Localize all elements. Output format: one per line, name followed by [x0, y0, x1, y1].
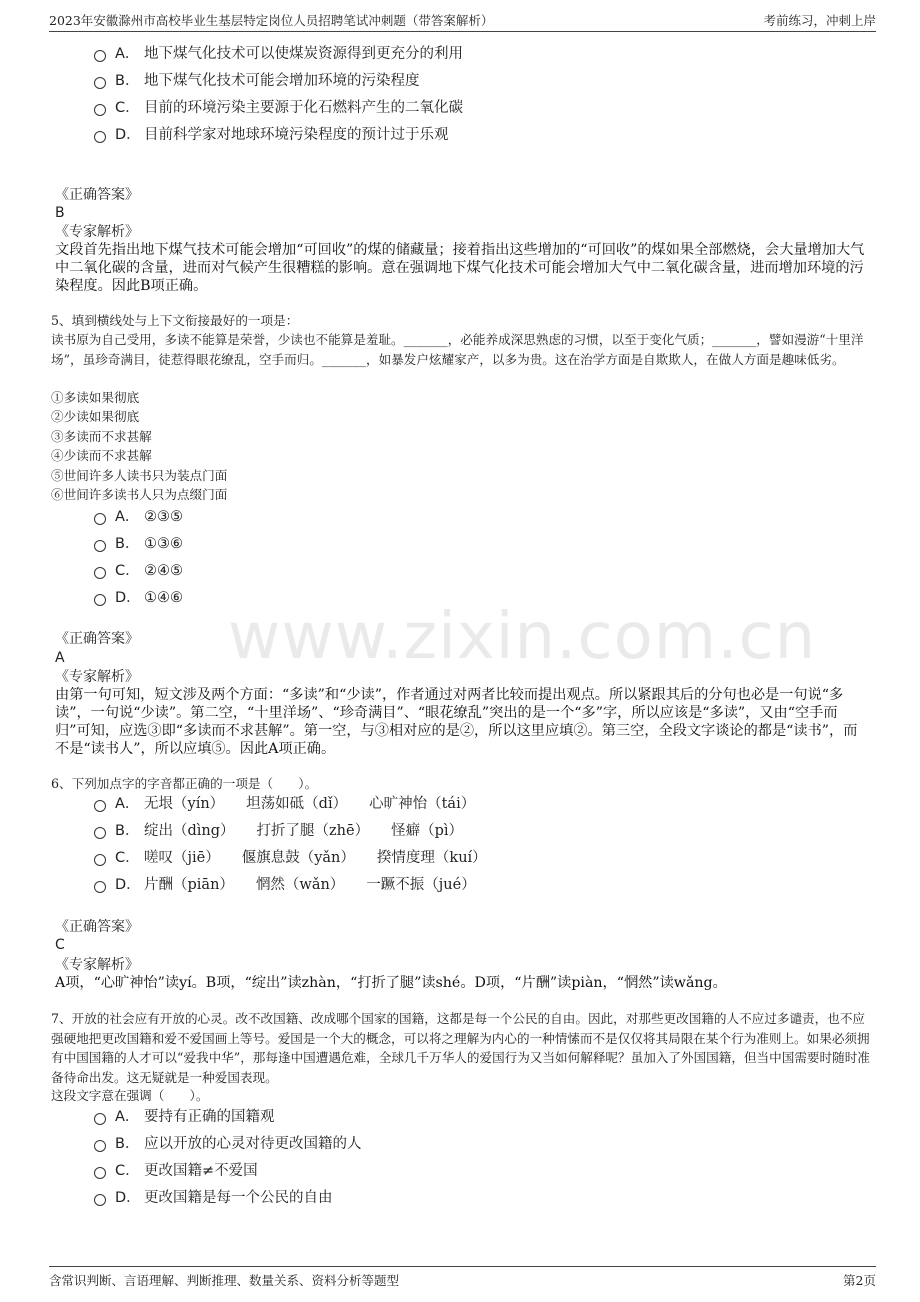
q4-option-c[interactable]: C． 目前的环境污染主要源于化石燃料产生的二氧化碳 — [94, 97, 463, 119]
q6-analysis: A项，“心旷神怡”读yí。B项，“绽出”读zhàn，“打折了腿”读shé。D项，“片酬”读piàn，“惘然”读wǎng。 — [55, 975, 727, 991]
radio-icon[interactable] — [94, 881, 106, 893]
document-title: 2023年安徽滁州市高校毕业生基层特定岗位人员招聘笔试冲刺题（带答案解析） — [49, 13, 494, 28]
radio-icon[interactable] — [94, 513, 106, 525]
radio-icon[interactable] — [94, 540, 106, 552]
radio-icon[interactable] — [94, 827, 106, 839]
q7-passage: 7、开放的社会应有开放的心灵。改不改国籍、改成哪个国家的国籍，这都是每一个公民的自由。因此，对那些更改国籍的人不应过多谴责，也不应强硬地把更改国籍和爱不爱国画上等号。爱国是一个大的概念，可以将之理解为内心的一种情愫而不是仅仅将其局限在某个行为准则上。如果必须拥有中国国籍的人才可以“爱我中华”，那每逢中国遭遇危难，全球几千万华人的爱国行为又当如何解释呢？虽加入了外国国籍，但当中国需要时随时准备待命出发。这无疑就是一种爱国表现。 — [51, 1011, 870, 1085]
page-number: 第2页 — [843, 1273, 876, 1288]
watermark: www.zixin.com.cn — [228, 600, 817, 674]
q5-answer: A — [55, 650, 65, 666]
q5-option-c[interactable]: C． ②④⑤ — [94, 560, 183, 582]
footer-question-types: 含常识判断、言语理解、判断推理、数量关系、资料分析等题型 — [49, 1273, 400, 1288]
q6-stem: 6、下列加点字的字音都正确的一项是（ ）。 — [51, 776, 318, 791]
q5-analysis-label: 《专家解析》 — [55, 669, 139, 685]
q4-option-b[interactable]: B． 地下煤气化技术可能会增加环境的污染程度 — [94, 70, 420, 92]
radio-icon[interactable] — [94, 567, 106, 579]
q5-item-1: ①多读如果彻底 — [51, 390, 140, 405]
q5-item-4: ④少读而不求甚解 — [51, 448, 152, 463]
q6-option-b[interactable]: B． 绽出（dìng） 打折了腿（zhē） 怪癖（pì） — [94, 820, 463, 842]
radio-icon[interactable] — [94, 77, 106, 89]
q5-item-5: ⑤世间许多人读书只为装点门面 — [51, 468, 228, 483]
radio-icon[interactable] — [94, 1194, 106, 1206]
q7-option-a[interactable]: A． 要持有正确的国籍观 — [94, 1106, 275, 1128]
q5-passage: 读书原为自己受用，多读不能算是荣誉，少读也不能算是羞耻。_______，必能养成深思熟虑的习惯，以至于变化气质；_______，譬如漫游“十里洋场”，虽珍奇满目，徒惹得眼花缭乱，空手而归。_______，如暴发户炫耀家产，以多为贵。这在治学方面是自欺欺人，在做人方面是趣味低劣。 — [51, 332, 864, 367]
q6-answer-label: 《正确答案》 — [55, 919, 139, 935]
q6-answer: C — [55, 937, 65, 953]
q5-option-a[interactable]: A． ②③⑤ — [94, 506, 183, 528]
q7-option-d[interactable]: D． 更改国籍是每一个公民的自由 — [94, 1187, 333, 1209]
header-slogan: 考前练习，冲刺上岸 — [763, 13, 876, 28]
q7-option-c[interactable]: C． 更改国籍≠不爱国 — [94, 1160, 258, 1182]
q5-stem: 5、填到横线处与上下文衔接最好的一项是： — [51, 313, 299, 328]
radio-icon[interactable] — [94, 854, 106, 866]
q5-item-2: ②少读如果彻底 — [51, 409, 140, 424]
q4-analysis-label: 《专家解析》 — [55, 224, 139, 240]
radio-icon[interactable] — [94, 800, 106, 812]
q5-option-d[interactable]: D． ①④⑥ — [94, 587, 183, 609]
q6-analysis-label: 《专家解析》 — [55, 957, 139, 973]
page-header — [49, 9, 876, 32]
q4-answer-label: 《正确答案》 — [55, 187, 139, 203]
radio-icon[interactable] — [94, 1140, 106, 1152]
q7-option-b[interactable]: B． 应以开放的心灵对待更改国籍的人 — [94, 1133, 362, 1155]
radio-icon[interactable] — [94, 1167, 106, 1179]
q4-option-a[interactable]: A． 地下煤气化技术可以使煤炭资源得到更充分的利用 — [94, 43, 463, 65]
q6-option-d[interactable]: D． 片酬（piān） 惘然（wǎn） 一蹶不振（jué） — [94, 874, 476, 896]
q7-question: 这段文字意在强调（ ）。 — [51, 1088, 209, 1103]
q5-answer-label: 《正确答案》 — [55, 631, 139, 647]
radio-icon[interactable] — [94, 594, 106, 606]
q6-option-a[interactable]: A． 无垠（yín） 坦荡如砥（dǐ） 心旷神怡（tái） — [94, 793, 475, 815]
radio-icon[interactable] — [94, 50, 106, 62]
radio-icon[interactable] — [94, 104, 106, 116]
q5-option-b[interactable]: B． ①③⑥ — [94, 533, 183, 555]
page-footer — [49, 1266, 876, 1289]
radio-icon[interactable] — [94, 131, 106, 143]
radio-icon[interactable] — [94, 1113, 106, 1125]
q4-analysis: 文段首先指出地下煤气技术可能会增加“可回收”的煤的储藏量；接着指出这些增加的“可回收”的煤如果全部燃烧，会大量增加大气中二氧化碳的含量，进而对气候产生很糟糕的影响。意在强调地下煤气化技术可能会增加大气中二氧化碳含量，进而增加环境的污染程度。因此B项正确。 — [55, 242, 865, 294]
q5-item-6: ⑥世间许多读书人只为点缀门面 — [51, 487, 228, 502]
q5-item-3: ③多读而不求甚解 — [51, 429, 152, 444]
q5-analysis: 由第一句可知，短文涉及两个方面：“多读”和“少读”，作者通过对两者比较而提出观点。所以紧跟其后的分句也必是一句说“多读”，一句说“少读”。第二空，“十里洋场”、“珍奇满目”、“眼花缭乱”突出的是一个“多”字，所以应该是“多读”，又由“空手而归”可知，应选③即“多读而不求甚解”。第一空，与③相对应的是②，所以这里应填②。第三空，全段文字谈论的都是“读书”，而不是“读书人”，所以应填⑤。因此A项正确。 — [55, 687, 858, 757]
q4-option-d[interactable]: D． 目前科学家对地球环境污染程度的预计过于乐观 — [94, 124, 449, 146]
q4-answer: B — [55, 205, 65, 221]
q6-option-c[interactable]: C． 嗟叹（jiē） 偃旗息鼓（yǎn） 揆情度理（kuí） — [94, 847, 487, 869]
